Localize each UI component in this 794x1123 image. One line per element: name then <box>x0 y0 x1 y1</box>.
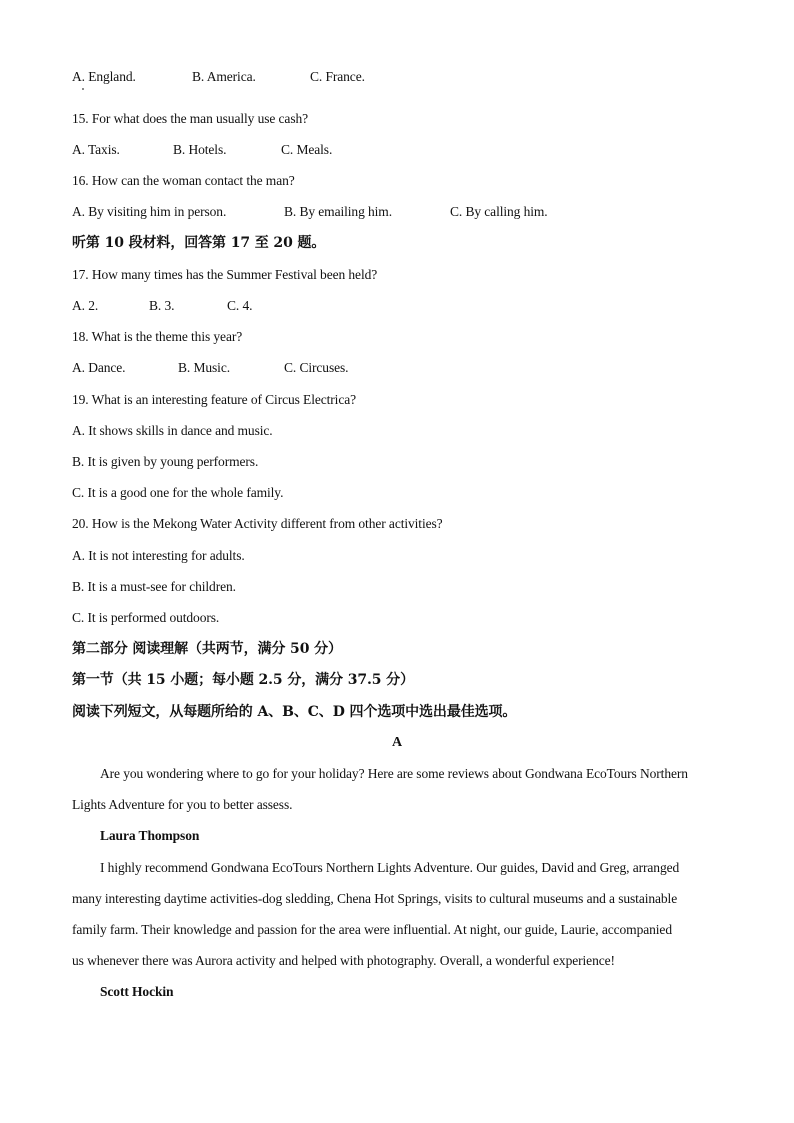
q20-question: 20. How is the Mekong Water Activity different from other activities? <box>72 516 443 531</box>
q15-option-a: A. Taxis. <box>72 142 120 157</box>
q17-question: 17. How many times has the Summer Festival been held? <box>72 267 378 282</box>
q17-option-c: C. 4. <box>227 298 253 313</box>
q19-option-c: C. It is a good one for the whole family. <box>72 485 284 500</box>
q19-option-a: A. It shows skills in dance and music. <box>72 423 273 438</box>
q15-option-c: C. Meals. <box>281 142 333 157</box>
q14-option-c: C. France. <box>310 69 365 84</box>
passage-intro-line1: Are you wondering where to go for your holiday? Here are some reviews about Gondwana EcoTours Northern <box>100 766 688 781</box>
q15-option-b: B. Hotels. <box>173 142 227 157</box>
passage-label: A <box>391 735 402 750</box>
q20-option-c: C. It is performed outdoors. <box>72 610 220 625</box>
q14-option-b: B. America. <box>192 69 256 84</box>
stray-mark <box>82 88 84 90</box>
reviewer-name-2: Scott Hockin <box>100 984 174 999</box>
q17-option-a: A. 2. <box>72 298 99 313</box>
q19-question: 19. What is an interesting feature of Circus Electrica? <box>72 392 357 407</box>
reviewer-name-1: Laura Thompson <box>100 828 200 843</box>
passage-intro-line2: Lights Adventure for you to better assess. <box>72 797 293 812</box>
q16-option-b: B. By emailing him. <box>284 204 392 219</box>
q19-option-b: B. It is given by young performers. <box>72 454 259 469</box>
q16-question: 16. How can the woman contact the man? <box>72 173 295 188</box>
review1-line4: us whenever there was Aurora activity and helped with photography. Overall, a wonderful experience! <box>72 953 615 968</box>
review1-line3: family farm. Their knowledge and passion for the area were influential. At night, our guide, Laurie, accompanied <box>72 922 672 937</box>
section10-header: 听第 10 段材料，回答第 17 至 20 题。 <box>72 235 326 251</box>
q16-option-c: C. By calling him. <box>450 204 548 219</box>
part2-title: 第二部分 阅读理解（共两节，满分 50 分） <box>72 641 342 657</box>
q15-question: 15. For what does the man usually use cash? <box>72 111 309 126</box>
part2-section1: 第一节（共 15 小题；每小题 2.5 分，满分 37.5 分） <box>72 672 414 688</box>
q14-option-a: A. England. <box>72 69 136 84</box>
q16-option-a: A. By visiting him in person. <box>72 204 227 219</box>
q20-option-a: A. It is not interesting for adults. <box>72 548 245 563</box>
q20-option-b: B. It is a must-see for children. <box>72 579 236 594</box>
q18-option-a: A. Dance. <box>72 360 126 375</box>
q18-option-b: B. Music. <box>178 360 230 375</box>
review1-line2: many interesting daytime activities-dog sledding, Chena Hot Springs, visits to cultural museums and a sustainable <box>72 891 678 906</box>
q18-option-c: C. Circuses. <box>284 360 349 375</box>
q18-question: 18. What is the theme this year? <box>72 329 243 344</box>
part2-instruction: 阅读下列短文，从每题所给的 A、B、C、D 四个选项中选出最佳选项。 <box>72 704 517 720</box>
q17-option-b: B. 3. <box>149 298 175 313</box>
review1-line1: I highly recommend Gondwana EcoTours Northern Lights Adventure. Our guides, David and Greg, arranged <box>100 860 680 875</box>
